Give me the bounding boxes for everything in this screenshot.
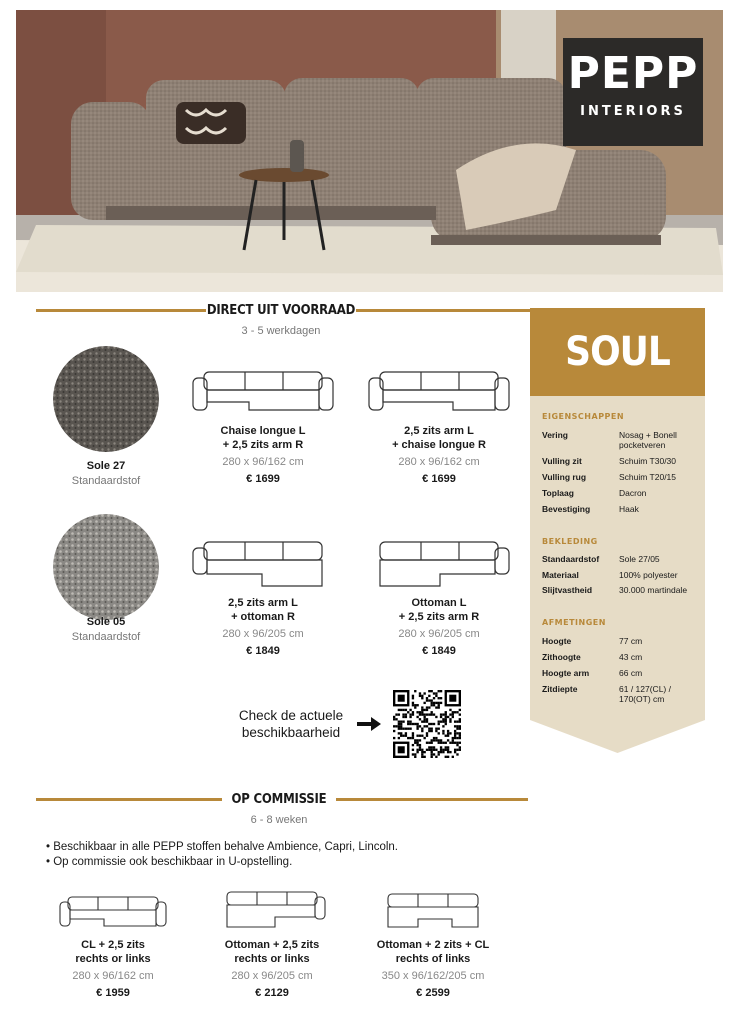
spec-key: Hoogte xyxy=(542,636,572,646)
spec-value: Dacron xyxy=(619,488,647,498)
spec-key: Zitdiepte xyxy=(542,684,578,694)
sofa-ottoman-left-icon xyxy=(366,540,512,588)
spec-heading: EIGENSCHAPPEN xyxy=(542,412,625,421)
product-price: € 1699 xyxy=(246,473,280,485)
product-dims: 280 x 96/205 cm xyxy=(231,970,313,982)
spec-key: Vulling rug xyxy=(542,472,587,482)
swatch-name: Sole 27 xyxy=(86,460,126,472)
spec-value: 43 cm xyxy=(619,652,643,662)
spec-panel xyxy=(530,308,705,753)
check-availability-text xyxy=(226,707,356,741)
product-name-line1: Ottoman + 2 zits + CL xyxy=(376,939,490,951)
qr-code-icon[interactable] xyxy=(393,690,461,758)
swatch-sole-05 xyxy=(53,514,159,620)
spec-key: Standaardstof xyxy=(542,554,600,564)
product-name-line2: + 2,5 zits arm R xyxy=(222,439,304,451)
sofa-ottoman-icon xyxy=(217,889,327,930)
product-price: € 1959 xyxy=(96,987,130,999)
swatch-sub: Standaardstof xyxy=(71,631,141,643)
arrow-right-icon xyxy=(357,716,381,732)
product-name-line1: Ottoman L xyxy=(411,597,467,609)
spec-value: 30.000 martindale xyxy=(619,585,688,595)
spec-key: Vulling zit xyxy=(542,456,582,466)
product-name-line1: CL + 2,5 zits xyxy=(81,939,145,951)
product-price: € 1849 xyxy=(246,645,280,657)
section-rule-left xyxy=(36,798,222,801)
product-card xyxy=(188,368,338,485)
spec-key: Toplaag xyxy=(542,488,574,498)
product-name-line2: + ottoman R xyxy=(231,611,295,623)
product-name-line1: Ottoman + 2,5 zits xyxy=(224,939,320,951)
hero-photo xyxy=(16,10,723,292)
commissie-subtitle: 6 - 8 weken xyxy=(250,814,308,826)
sofa-ottoman-right-icon xyxy=(190,540,336,588)
spec-value: Schuim T20/15 xyxy=(619,472,677,482)
section-rule-right xyxy=(356,309,530,312)
spec-value: Sole 27/05 xyxy=(619,554,660,564)
check-line1: Check de actuele xyxy=(238,708,344,723)
spec-panel-header xyxy=(530,308,705,396)
brand-logo xyxy=(563,38,703,146)
section-rule-left xyxy=(36,309,206,312)
sofa-chaise-right-icon xyxy=(366,368,512,416)
product-name-line2: rechts or links xyxy=(75,953,151,965)
sofa-ottoman-cl-icon xyxy=(378,891,488,930)
swatch-sub: Standaardstof xyxy=(71,475,141,487)
product-dims: 280 x 96/162 cm xyxy=(398,456,480,468)
spec-key: Zithoogte xyxy=(542,652,581,662)
model-title: SOUL xyxy=(565,329,670,375)
commissie-bullets xyxy=(46,840,398,870)
spec-value: 100% polyester xyxy=(619,570,678,580)
product-price: € 1849 xyxy=(422,645,456,657)
brand-sub: INTERIORS xyxy=(580,104,686,119)
product-dims: 280 x 96/205 cm xyxy=(398,628,480,640)
spec-value: Schuim T30/30 xyxy=(619,456,677,466)
spec-key: Slijtvastheid xyxy=(542,585,593,595)
product-name-line1: 2,5 zits arm L xyxy=(228,597,298,609)
spec-value: 77 cm xyxy=(619,636,643,646)
spec-key: Vering xyxy=(542,430,568,440)
direct-subtitle: 3 - 5 werkdagen xyxy=(241,325,321,337)
swatch-sole-27 xyxy=(53,346,159,452)
bullet-item: • Op commissie ook beschikbaar in U-opstelling. xyxy=(46,856,293,868)
spec-value: 66 cm xyxy=(619,668,643,678)
product-name-line2: rechts or links xyxy=(234,953,310,965)
spec-key: Hoogte arm xyxy=(542,668,590,678)
product-name-line1: 2,5 zits arm L xyxy=(404,425,474,437)
spec-key: Bevestiging xyxy=(542,504,591,514)
bullet-item: • Beschikbaar in alle PEPP stoffen behalve Ambience, Capri, Lincoln. xyxy=(46,841,399,853)
commissie-product-card xyxy=(358,891,508,999)
commissie-product-card xyxy=(197,889,347,999)
check-line2: beschikbaarheid xyxy=(241,725,341,740)
spec-value: 61 / 127(CL) / 170(OT) cm xyxy=(619,684,671,704)
product-card xyxy=(188,540,338,657)
product-name-line1: Chaise longue L xyxy=(220,425,306,437)
product-dims: 350 x 96/162/205 cm xyxy=(381,970,485,982)
product-price: € 1699 xyxy=(422,473,456,485)
sofa-chaise-left-icon xyxy=(190,368,336,416)
product-name-line2: + 2,5 zits arm R xyxy=(398,611,480,623)
spec-heading: BEKLEDING xyxy=(542,537,598,546)
product-card xyxy=(364,368,514,485)
product-name-line2: rechts of links xyxy=(395,953,471,965)
product-name-line2: + chaise longue R xyxy=(392,439,486,451)
spec-value: Nosag + Bonell pocketveren xyxy=(619,430,677,450)
product-price: € 2129 xyxy=(255,987,289,999)
commissie-product-card xyxy=(38,894,188,999)
spec-heading: AFMETINGEN xyxy=(542,618,606,627)
product-card xyxy=(364,540,514,657)
sofa-cl-icon xyxy=(58,894,168,930)
section-rule-right xyxy=(336,798,528,801)
spec-key: Materiaal xyxy=(542,570,579,580)
product-dims: 280 x 96/205 cm xyxy=(222,628,304,640)
product-dims: 280 x 96/162 cm xyxy=(222,456,304,468)
spec-value: Haak xyxy=(619,504,639,514)
swatch-name: Sole 05 xyxy=(86,616,126,628)
commissie-title: OP COMMISSIE xyxy=(231,792,327,807)
direct-title: DIRECT UIT VOORRAAD xyxy=(206,303,356,318)
brand-name: PEPP xyxy=(567,48,699,99)
product-dims: 280 x 96/162 cm xyxy=(72,970,154,982)
product-price: € 2599 xyxy=(416,987,450,999)
